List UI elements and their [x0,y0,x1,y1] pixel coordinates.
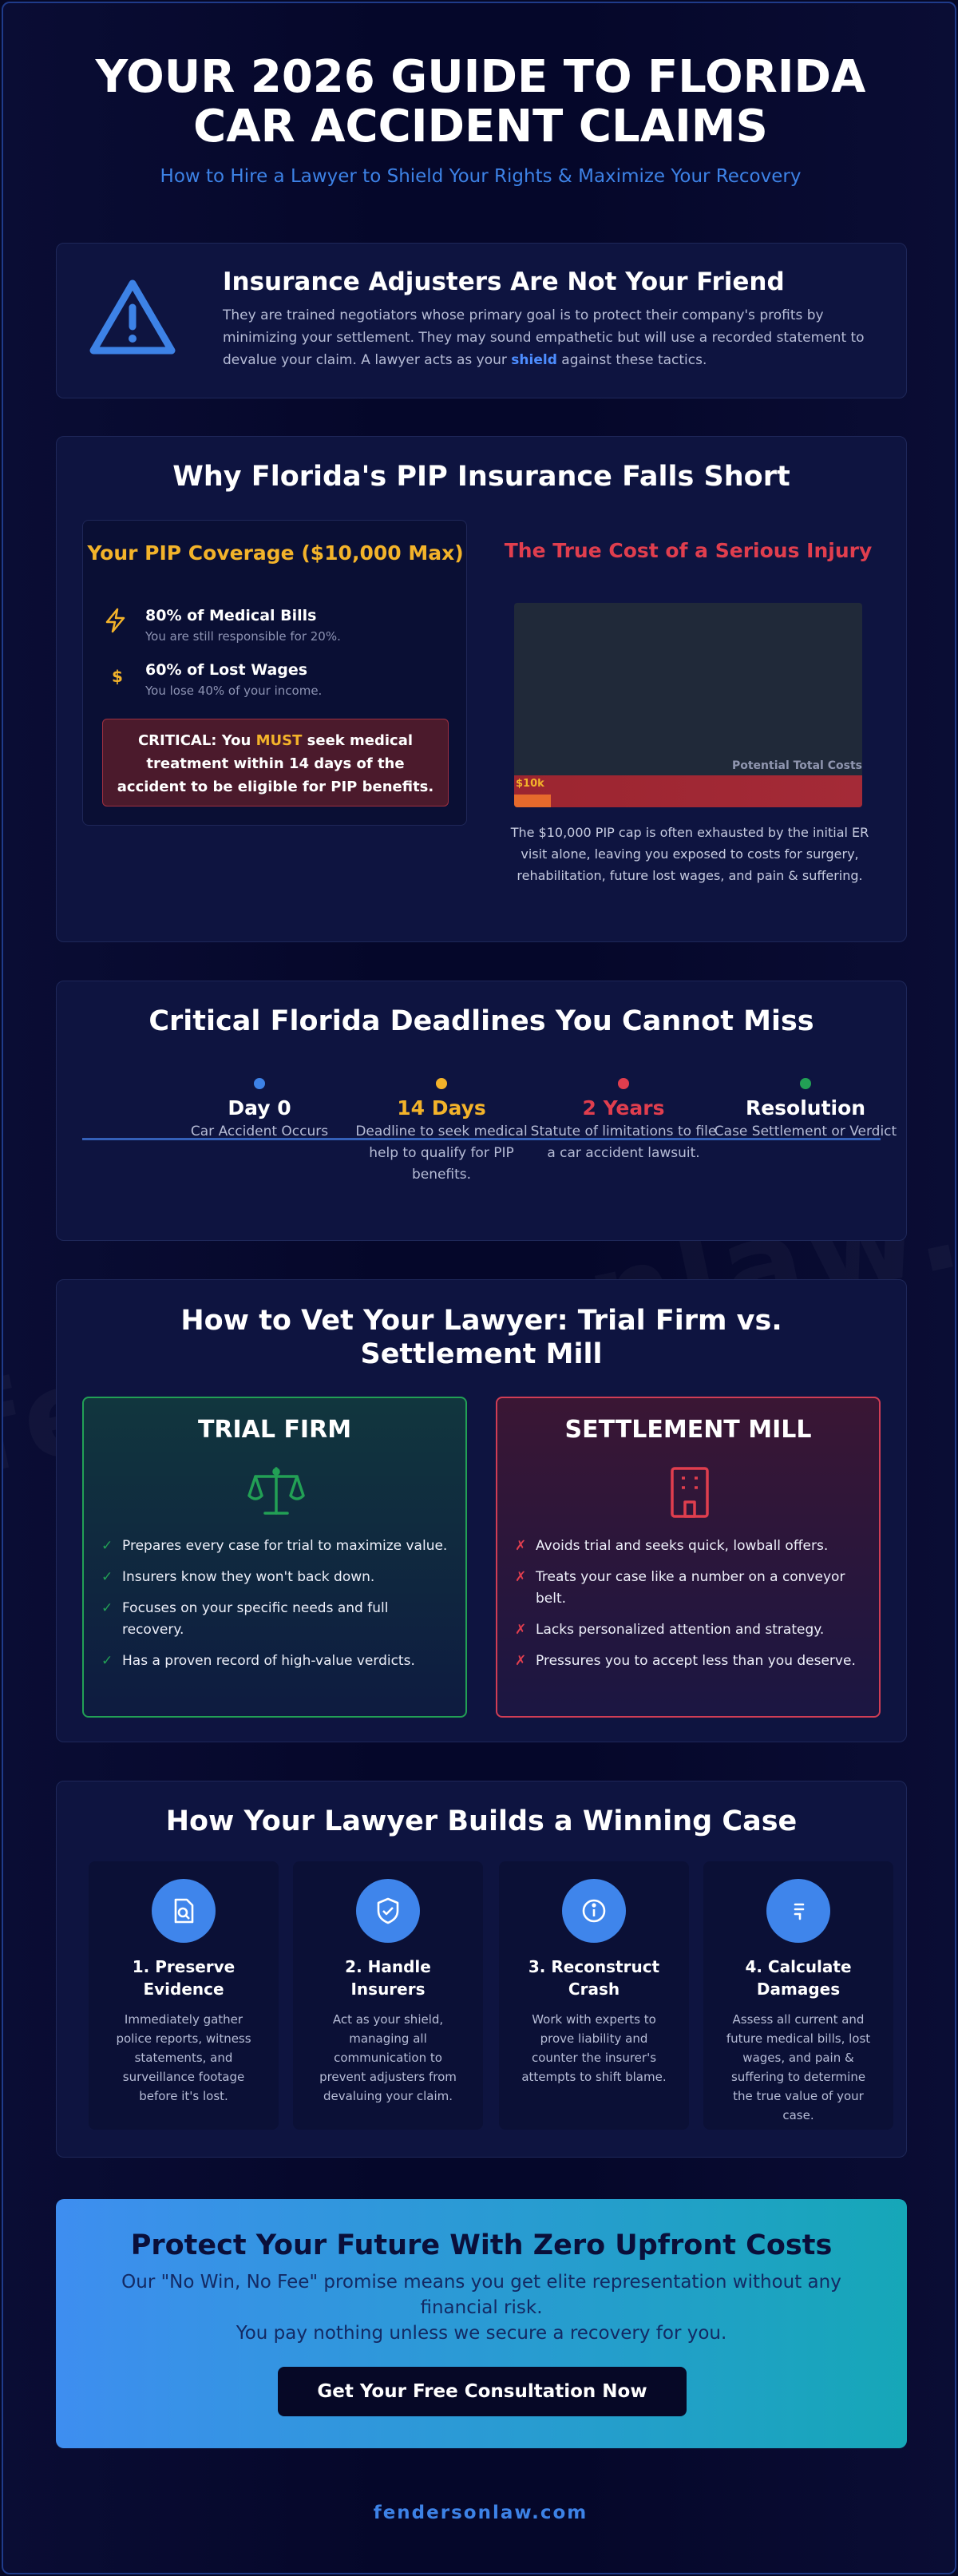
page-title: YOUR 2026 GUIDE TO FLORIDA CAR ACCIDENT CLAIMS [95,51,866,153]
cost-total-label: Potential Total Costs [731,759,862,772]
settlement-mill-item: ✗ Pressures you to accept less than you deserve. [515,1653,856,1669]
page-subtitle: How to Hire a Lawyer to Shield Your Rights & Maximize Your Recovery [160,166,802,187]
timeline-step [346,1076,537,1186]
timeline-dot [798,1076,814,1092]
cta-banner [56,2199,907,2448]
timeline-dot [433,1076,449,1092]
settlement-mill-item: ✗ Lacks personalized attention and strategy. [515,1622,825,1638]
timeline-desc: Deadline to seek medical help to qualify for PIP benefits. [355,1124,528,1183]
timeline-label: 14 Days [397,1096,486,1120]
pip-cap-label: $10k [516,778,544,790]
total-cost-bar [514,775,862,807]
case-step [499,1861,689,2130]
footer-site-link[interactable]: fendersonlaw.com [373,2503,588,2523]
case-step [703,1861,893,2130]
case-step-title: 1. Preserve Evidence [132,1957,236,1999]
infographic-frame [2,2,956,2574]
header [3,53,956,187]
warning-text: They are trained negotiators whose primary goal is to protect their company's profits by minimizing your settlement. They may sound empathetic but will use a recorded statement to devalue your claim. A lawyer acts as your shield against these tactics. [223,307,865,368]
timeline-desc: Statute of limitations to file a car accident lawsuit. [530,1124,717,1161]
lightning-icon [102,607,129,634]
trial-firm-item: ✓ Prepares every case for trial to maximize value. [101,1538,448,1554]
timeline-step [710,1076,901,1143]
timeline-step [528,1076,719,1164]
shield-highlight: shield [511,352,557,368]
building-icon [661,1464,718,1521]
cost-description: The $10,000 PIP cap is often exhausted by the initial ER visit alone, leaving you exposed to costs for surgery, rehabilitation, future lost wages, and pain & suffering. [510,825,869,883]
trial-firm-item: ✓ Focuses on your specific needs and full recovery. [101,1600,389,1638]
svg-text:$: $ [112,667,123,686]
deadlines-title: Critical Florida Deadlines You Cannot Miss [148,1005,814,1037]
free-consultation-button[interactable]: Get Your Free Consultation Now [278,2367,687,2416]
vet-title: How to Vet Your Lawyer: Trial Firm vs. Settlement Mill [180,1305,782,1370]
pip-title: Why Florida's PIP Insurance Falls Short [172,461,790,493]
case-step-desc: Act as your shield, managing all communication to prevent adjusters from devaluing your claim. [319,2012,457,2103]
case-step-desc: Assess all current and future medical bills, lost wages, and pain & suffering to determine the true value of your case. [726,2012,871,2122]
pip-coverage-title: Your PIP Coverage ($10,000 Max) [87,541,464,565]
warning-title: Insurance Adjusters Are Not Your Friend [223,268,785,296]
vet-lawyer-card [56,1279,907,1742]
receipt-icon [766,1879,830,1943]
shield-check-icon [356,1879,420,1943]
document-search-icon [152,1879,216,1943]
trial-firm-item: ✓ Has a proven record of high-value verdicts. [101,1653,415,1669]
settlement-mill-box [496,1397,881,1718]
case-step [89,1861,279,2130]
dollar-icon [102,661,129,688]
cta-text: Our "No Win, No Fee" promise means you get elite representation without any financial risk. You pay nothing unless we secure a recovery for you. [121,2272,841,2344]
timeline-dot [251,1076,267,1092]
case-step-desc: Work with experts to prove liability and counter the insurer's attempts to shift blame. [521,2012,667,2084]
critical-notice: CRITICAL: You MUST seek medical treatment within 14 days of the accident to be eligible for PIP benefits. [102,719,449,806]
winning-case-title: How Your Lawyer Builds a Winning Case [165,1805,798,1837]
case-step-desc: Immediately gather police reports, witness statements, and surveillance footage before it's lost. [116,2012,251,2103]
settlement-mill-list [515,1536,866,1682]
pip-card [56,436,907,942]
case-step-title: 2. Handle Insurers [345,1957,431,1999]
timeline-desc: Case Settlement or Verdict [714,1124,897,1139]
case-step [293,1861,483,2130]
pip-cap-bar [514,795,551,807]
timeline-label: Day 0 [228,1096,291,1120]
warning-triangle-icon [89,277,176,357]
settlement-mill-title: SETTLEMENT MILL [564,1416,812,1444]
timeline-label: 2 Years [582,1096,665,1120]
case-step-title: 4. Calculate Damages [745,1957,852,1999]
trial-firm-item: ✓ Insurers know they won't back down. [101,1569,375,1585]
trial-firm-list [101,1536,453,1682]
timeline-label: Resolution [745,1096,866,1120]
info-icon [562,1879,626,1943]
warning-card [56,243,907,398]
cost-chart [514,603,862,807]
trial-firm-box [82,1397,467,1718]
timeline-step [164,1076,355,1143]
trial-firm-title: TRIAL FIRM [197,1416,352,1444]
winning-case-card [56,1781,907,2158]
timeline-desc: Car Accident Occurs [190,1124,329,1139]
deadlines-card [56,981,907,1241]
scales-icon [247,1464,305,1521]
cta-title: Protect Your Future With Zero Upfront Costs [130,2229,833,2261]
timeline-dot [616,1076,631,1092]
settlement-mill-item: ✗ Treats your case like a number on a conveyor belt. [515,1569,845,1607]
cost-title: The True Cost of a Serious Injury [504,539,873,562]
settlement-mill-item: ✗ Avoids trial and seeks quick, lowball offers. [515,1538,829,1554]
pip-coverage-box: Your PIP Coverage ($10,000 Max) 80% of Medical Bills You are still responsible for 20%. $ 60% of Lost Wages You lose 40% of your income. CRITICAL: You MUST seek medical treatment within 14 days of the accident to be eligible for PIP benefits. [82,520,467,826]
case-step-title: 3. Reconstruct Crash [528,1957,660,1999]
